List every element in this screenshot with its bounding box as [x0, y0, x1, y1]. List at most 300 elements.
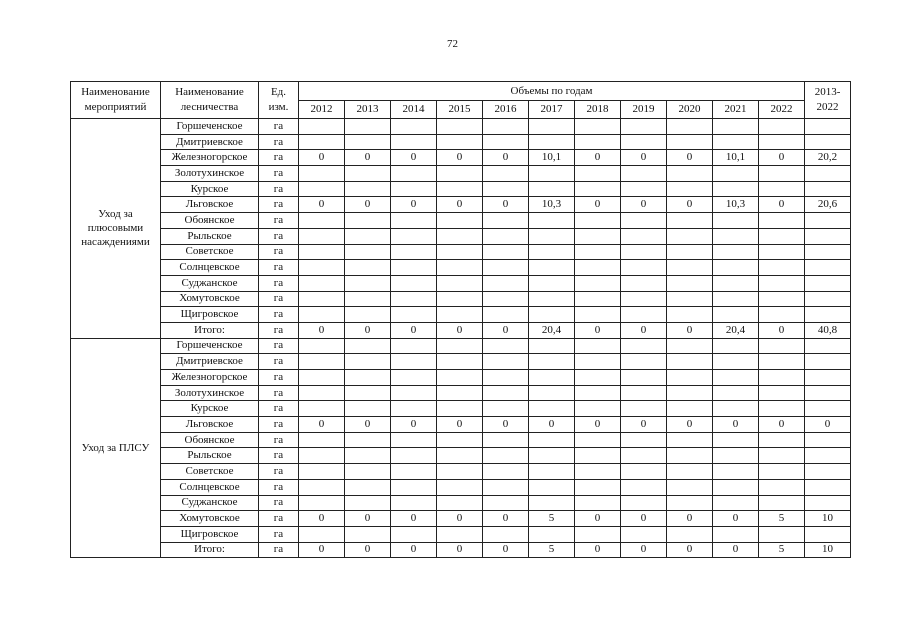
value-cell	[621, 260, 667, 276]
value-cell	[391, 338, 437, 354]
value-cell	[391, 119, 437, 135]
value-cell	[713, 228, 759, 244]
value-cell	[529, 464, 575, 480]
value-cell	[713, 260, 759, 276]
total-cell	[805, 307, 851, 323]
value-cell	[759, 354, 805, 370]
table-body	[71, 119, 851, 558]
value-cell	[759, 526, 805, 542]
value-cell	[483, 401, 529, 417]
value-cell	[621, 370, 667, 386]
value-cell	[529, 401, 575, 417]
value-cell	[391, 291, 437, 307]
value-cell	[759, 448, 805, 464]
value-cell	[391, 432, 437, 448]
table-row	[71, 495, 851, 511]
value-cell: 0	[483, 150, 529, 166]
header-total: 2013-2022	[805, 82, 851, 119]
value-cell: 0	[713, 417, 759, 433]
value-cell	[345, 385, 391, 401]
value-cell	[391, 479, 437, 495]
value-cell	[759, 213, 805, 229]
value-cell	[759, 228, 805, 244]
value-cell	[483, 134, 529, 150]
value-cell	[345, 495, 391, 511]
value-cell	[759, 495, 805, 511]
value-cell	[759, 275, 805, 291]
value-cell: 0	[713, 542, 759, 558]
value-cell	[713, 432, 759, 448]
value-cell: 0	[299, 511, 345, 527]
value-cell	[345, 526, 391, 542]
value-cell	[391, 275, 437, 291]
value-cell	[621, 228, 667, 244]
value-cell: 10,1	[529, 150, 575, 166]
value-cell	[345, 181, 391, 197]
value-cell: 0	[391, 542, 437, 558]
value-cell: 0	[759, 150, 805, 166]
value-cell	[529, 479, 575, 495]
value-cell	[391, 228, 437, 244]
value-cell	[437, 401, 483, 417]
value-cell	[575, 338, 621, 354]
value-cell: 0	[437, 511, 483, 527]
value-cell	[437, 464, 483, 480]
unit-cell: га	[259, 338, 299, 354]
value-cell	[759, 244, 805, 260]
value-cell	[299, 134, 345, 150]
value-cell	[437, 307, 483, 323]
unit-cell: га	[259, 307, 299, 323]
forestry-cell: Суджанское	[161, 275, 259, 291]
value-cell	[713, 338, 759, 354]
header-year: 2022	[759, 101, 805, 119]
forestry-cell: Хомутовское	[161, 511, 259, 527]
value-cell	[667, 275, 713, 291]
header-year: 2017	[529, 101, 575, 119]
value-cell	[667, 385, 713, 401]
value-cell: 0	[575, 322, 621, 338]
value-cell	[575, 526, 621, 542]
table-row	[71, 150, 851, 166]
table-row	[71, 213, 851, 229]
unit-cell: га	[259, 119, 299, 135]
value-cell	[575, 119, 621, 135]
unit-cell: га	[259, 401, 299, 417]
value-cell	[391, 166, 437, 182]
table-row	[71, 291, 851, 307]
forestry-cell: Обоянское	[161, 213, 259, 229]
value-cell	[391, 213, 437, 229]
table-row	[71, 370, 851, 386]
value-cell	[759, 401, 805, 417]
value-cell	[299, 354, 345, 370]
value-cell	[667, 213, 713, 229]
value-cell	[437, 166, 483, 182]
value-cell: 0	[621, 197, 667, 213]
value-cell	[299, 479, 345, 495]
total-cell	[805, 354, 851, 370]
value-cell	[713, 370, 759, 386]
value-cell	[299, 119, 345, 135]
value-cell	[483, 464, 529, 480]
total-cell	[805, 526, 851, 542]
value-cell	[391, 354, 437, 370]
value-cell: 0	[345, 322, 391, 338]
header-year: 2012	[299, 101, 345, 119]
value-cell: 0	[483, 322, 529, 338]
total-cell	[805, 166, 851, 182]
value-cell	[391, 370, 437, 386]
value-cell	[437, 119, 483, 135]
value-cell	[345, 119, 391, 135]
value-cell	[667, 134, 713, 150]
value-cell	[713, 307, 759, 323]
value-cell: 0	[759, 197, 805, 213]
table-row	[71, 166, 851, 182]
value-cell	[713, 385, 759, 401]
value-cell: 0	[437, 542, 483, 558]
value-cell	[759, 385, 805, 401]
value-cell	[299, 495, 345, 511]
value-cell: 0	[667, 150, 713, 166]
table-row	[71, 448, 851, 464]
value-cell	[299, 166, 345, 182]
value-cell	[437, 385, 483, 401]
total-cell: 40,8	[805, 322, 851, 338]
total-cell: 0	[805, 417, 851, 433]
forestry-cell: Курское	[161, 181, 259, 197]
value-cell	[529, 307, 575, 323]
value-cell: 0	[299, 150, 345, 166]
forestry-cell: Советское	[161, 464, 259, 480]
value-cell	[713, 166, 759, 182]
value-cell	[759, 479, 805, 495]
total-cell	[805, 119, 851, 135]
value-cell	[483, 370, 529, 386]
unit-cell: га	[259, 370, 299, 386]
value-cell	[713, 244, 759, 260]
value-cell	[529, 119, 575, 135]
value-cell	[529, 244, 575, 260]
unit-cell: га	[259, 448, 299, 464]
value-cell	[759, 166, 805, 182]
table-row	[71, 275, 851, 291]
total-cell	[805, 370, 851, 386]
forestry-cell: Суджанское	[161, 495, 259, 511]
header-forestry: Наименование лесничества	[161, 82, 259, 119]
unit-cell: га	[259, 134, 299, 150]
value-cell	[391, 495, 437, 511]
value-cell	[437, 244, 483, 260]
unit-cell: га	[259, 479, 299, 495]
header-year: 2015	[437, 101, 483, 119]
value-cell	[483, 385, 529, 401]
total-cell	[805, 385, 851, 401]
value-cell	[483, 119, 529, 135]
forestry-cell: Льговское	[161, 197, 259, 213]
value-cell	[299, 181, 345, 197]
table-row	[71, 417, 851, 433]
value-cell	[345, 244, 391, 260]
unit-cell: га	[259, 150, 299, 166]
value-cell: 0	[391, 197, 437, 213]
value-cell: 0	[437, 417, 483, 433]
value-cell	[621, 307, 667, 323]
header-activity: Наименование мероприятий	[71, 82, 161, 119]
value-cell	[713, 275, 759, 291]
value-cell	[529, 448, 575, 464]
value-cell: 10,1	[713, 150, 759, 166]
value-cell	[391, 260, 437, 276]
value-cell	[713, 448, 759, 464]
total-cell	[805, 401, 851, 417]
value-cell	[621, 291, 667, 307]
value-cell: 0	[437, 197, 483, 213]
forestry-cell: Золотухинское	[161, 385, 259, 401]
value-cell: 5	[759, 511, 805, 527]
value-cell	[299, 291, 345, 307]
value-cell	[529, 213, 575, 229]
value-cell	[713, 134, 759, 150]
forestry-cell: Золотухинское	[161, 166, 259, 182]
value-cell	[345, 291, 391, 307]
table-row	[71, 354, 851, 370]
value-cell	[621, 338, 667, 354]
value-cell	[575, 354, 621, 370]
header-year: 2013	[345, 101, 391, 119]
header-year: 2019	[621, 101, 667, 119]
value-cell	[667, 181, 713, 197]
value-cell	[575, 134, 621, 150]
value-cell	[667, 479, 713, 495]
unit-cell: га	[259, 166, 299, 182]
value-cell	[667, 401, 713, 417]
value-cell	[575, 401, 621, 417]
value-cell	[345, 213, 391, 229]
value-cell: 5	[529, 542, 575, 558]
forestry-cell: Солнцевское	[161, 479, 259, 495]
value-cell	[667, 432, 713, 448]
value-cell: 0	[621, 511, 667, 527]
value-cell	[621, 401, 667, 417]
value-cell: 0	[299, 417, 345, 433]
activity-cell: Уход за ПЛСУ	[71, 338, 161, 558]
value-cell	[713, 479, 759, 495]
value-cell	[345, 338, 391, 354]
unit-cell: га	[259, 213, 299, 229]
value-cell: 0	[575, 197, 621, 213]
value-cell	[391, 307, 437, 323]
table-row	[71, 464, 851, 480]
value-cell	[483, 432, 529, 448]
value-cell	[759, 181, 805, 197]
value-cell	[299, 432, 345, 448]
value-cell: 0	[345, 511, 391, 527]
total-cell	[805, 338, 851, 354]
value-cell	[667, 244, 713, 260]
forestry-cell: Обоянское	[161, 432, 259, 448]
value-cell: 0	[759, 417, 805, 433]
forestry-cell: Дмитриевское	[161, 134, 259, 150]
value-cell: 0	[667, 511, 713, 527]
table-row	[71, 526, 851, 542]
unit-cell: га	[259, 322, 299, 338]
header-year: 2018	[575, 101, 621, 119]
value-cell	[575, 495, 621, 511]
value-cell	[299, 401, 345, 417]
total-cell	[805, 260, 851, 276]
forestry-cell: Железногорское	[161, 150, 259, 166]
value-cell	[483, 291, 529, 307]
value-cell	[575, 385, 621, 401]
value-cell	[483, 448, 529, 464]
value-cell	[483, 181, 529, 197]
unit-cell: га	[259, 260, 299, 276]
value-cell	[483, 307, 529, 323]
value-cell	[621, 213, 667, 229]
value-cell	[483, 228, 529, 244]
value-cell	[667, 228, 713, 244]
value-cell	[437, 448, 483, 464]
table-row	[71, 322, 851, 338]
value-cell	[575, 291, 621, 307]
value-cell: 20,4	[713, 322, 759, 338]
forestry-cell: Хомутовское	[161, 291, 259, 307]
header-year: 2014	[391, 101, 437, 119]
unit-cell: га	[259, 197, 299, 213]
value-cell	[575, 370, 621, 386]
value-cell: 0	[391, 150, 437, 166]
value-cell	[299, 213, 345, 229]
total-cell: 20,2	[805, 150, 851, 166]
value-cell: 0	[345, 417, 391, 433]
value-cell	[529, 432, 575, 448]
value-cell	[483, 260, 529, 276]
total-cell	[805, 479, 851, 495]
total-cell	[805, 464, 851, 480]
value-cell	[299, 228, 345, 244]
value-cell	[713, 291, 759, 307]
value-cell	[529, 228, 575, 244]
value-cell	[483, 275, 529, 291]
value-cell	[299, 244, 345, 260]
value-cell	[667, 119, 713, 135]
value-cell	[529, 495, 575, 511]
total-cell	[805, 495, 851, 511]
value-cell	[621, 119, 667, 135]
value-cell	[299, 307, 345, 323]
value-cell	[529, 134, 575, 150]
value-cell: 0	[575, 417, 621, 433]
value-cell	[483, 479, 529, 495]
value-cell	[529, 354, 575, 370]
header-unit: Ед. изм.	[259, 82, 299, 119]
value-cell	[759, 119, 805, 135]
value-cell	[667, 370, 713, 386]
table-row	[71, 338, 851, 354]
forestry-cell: Железногорское	[161, 370, 259, 386]
table-row	[71, 244, 851, 260]
value-cell: 0	[621, 322, 667, 338]
value-cell	[759, 464, 805, 480]
value-cell	[575, 307, 621, 323]
value-cell	[667, 291, 713, 307]
value-cell	[529, 385, 575, 401]
value-cell: 5	[529, 511, 575, 527]
value-cell	[621, 479, 667, 495]
unit-cell: га	[259, 526, 299, 542]
value-cell	[713, 464, 759, 480]
value-cell	[391, 134, 437, 150]
value-cell: 0	[575, 542, 621, 558]
value-cell	[575, 260, 621, 276]
value-cell	[437, 479, 483, 495]
value-cell: 0	[437, 322, 483, 338]
forestry-cell: Итого:	[161, 322, 259, 338]
table-row	[71, 134, 851, 150]
value-cell	[759, 370, 805, 386]
value-cell	[713, 401, 759, 417]
value-cell	[621, 134, 667, 150]
value-cell	[345, 432, 391, 448]
value-cell	[437, 213, 483, 229]
value-cell: 5	[759, 542, 805, 558]
value-cell	[299, 464, 345, 480]
total-cell	[805, 134, 851, 150]
forestry-cell: Советское	[161, 244, 259, 260]
value-cell	[759, 338, 805, 354]
value-cell: 0	[621, 542, 667, 558]
value-cell	[575, 213, 621, 229]
value-cell	[437, 260, 483, 276]
value-cell	[575, 244, 621, 260]
value-cell	[667, 260, 713, 276]
value-cell: 10,3	[713, 197, 759, 213]
value-cell	[621, 385, 667, 401]
value-cell: 0	[345, 150, 391, 166]
forestry-cell: Дмитриевское	[161, 354, 259, 370]
value-cell	[575, 166, 621, 182]
value-cell	[667, 354, 713, 370]
value-cell	[483, 213, 529, 229]
value-cell	[529, 291, 575, 307]
value-cell	[299, 338, 345, 354]
value-cell	[391, 181, 437, 197]
unit-cell: га	[259, 464, 299, 480]
page-number: 72	[447, 38, 458, 50]
value-cell	[299, 385, 345, 401]
value-cell: 10,3	[529, 197, 575, 213]
value-cell	[575, 448, 621, 464]
total-cell	[805, 244, 851, 260]
value-cell	[483, 338, 529, 354]
value-cell	[759, 307, 805, 323]
value-cell: 0	[391, 511, 437, 527]
value-cell	[437, 338, 483, 354]
value-cell	[299, 448, 345, 464]
unit-cell: га	[259, 432, 299, 448]
value-cell: 0	[437, 150, 483, 166]
value-cell	[621, 181, 667, 197]
total-cell	[805, 181, 851, 197]
unit-cell: га	[259, 275, 299, 291]
value-cell	[529, 181, 575, 197]
table-row	[71, 307, 851, 323]
value-cell	[345, 275, 391, 291]
unit-cell: га	[259, 291, 299, 307]
value-cell	[345, 464, 391, 480]
